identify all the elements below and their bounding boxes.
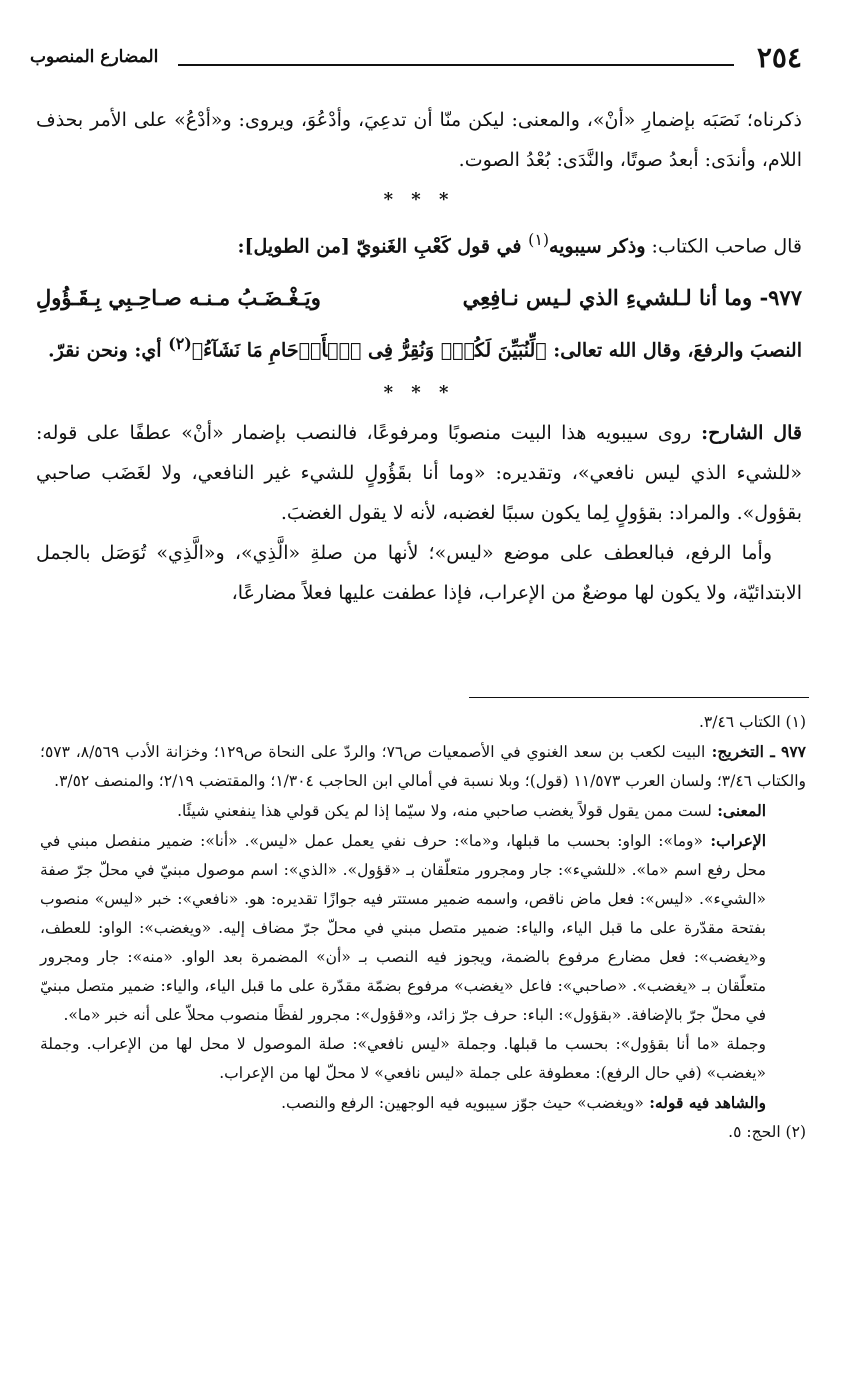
- paragraph-2: [36, 322, 802, 372]
- verse-second-hemistich: ويَـغْـضَـبُ مـنـه صـاحِـبِي بِـقَـؤُولِ: [36, 285, 321, 311]
- shahid-label: والشاهد فيه قوله:: [643, 1093, 766, 1112]
- irab-note: [40, 826, 806, 1030]
- page-header: [30, 38, 802, 78]
- jumal-note: وجملة «ما أنا بقؤول»: بحسب ما قبلها. وجملة «ليس نافعي»: صلة الموصول لا محل لها من الإعراب. وجملة «يغضب» (في حال الرفع): معطوفة على جملة «ليس نافعي» لا محلّ لها من الإعراب.: [40, 1035, 766, 1082]
- takhrij-text: البيت لكعب بن سعد الغنوي في الأصمعيات ص٧٦؛ والردّ على النحاة ص١٢٩؛ وخزانة الأدب ٨/٥٦٩، ٥٧٣؛ والكتاب ٣/٤٦؛ ولسان العرب ١١/٥٧٣ (قول)؛ وبلا نسبة في أمالي ابن الحاجب ١/٣٠٤؛ والمقتضب ٢/١٩؛ والمنصف ٣/٥٢.: [40, 743, 806, 790]
- page-number: ٢٥٤: [756, 41, 802, 74]
- main-text: [36, 100, 802, 613]
- paragraph-1: ذكرناه؛ نَصَبَه بإضمارِ «أنْ»، والمعنى: ليكن منّا أن تدعِيَ، وأدْعُوَ، ويروى: و«أدْعُ» على الأمر بحذف اللام، وأندَى: أبعدُ صوتًا، والنَّدَى: بُعْدُ الصوت.: [36, 109, 802, 171]
- meaning-label: المعنى:: [711, 801, 766, 820]
- running-title: المضارع المنصوب: [30, 47, 159, 67]
- paragraph-2-start: النصبَ والرفعَ، وقال الله تعالى:: [546, 339, 802, 362]
- header-rule: [178, 64, 734, 66]
- intro-bold: وذكر سيبويه: [549, 235, 646, 258]
- paragraph-3-text: روى سيبويه هذا البيت منصوبًا ومرفوعًا، فالنصب بإضمار «أنْ» عطفًا على قوله: «للشيء الذي ليس نافعي»، وتقديره: «وما أنا بقَؤُولٍ للشيء غير النافعي، ولا لغَضَب صاحبي بقؤول». والمراد: بقؤولٍ لِما يكون سببًا لغضبه، لأنه لا يقول الغضبَ.: [36, 421, 802, 524]
- footnote-ref-2[interactable]: (٢): [168, 334, 192, 354]
- shahid-text: «ويغضب» حيث جوّز سيبويه فيه الوجهين: الرفع والنصب.: [281, 1094, 644, 1112]
- intro-label: قال صاحب الكتاب:: [645, 235, 802, 258]
- irab-text: «وما»: الواو: بحسب ما قبلها، و«ما»: حرف نفي يعمل عمل «ليس». «أنا»: ضمير منفصل مبني في محل رفع اسم «ما». «للشيء»: جار ومجرور متعلّقان بـ «قؤول». «الذي»: اسم موصول مبنيّ في محلّ جرّ صفة «الشيء». «ليس»: فعل ماض ناقص، واسمه ضمير مستتر فيه جوازًا تقديره: هو. «نافعي»: خبر «ليس» منصوب بفتحة مقدّرة على ما قبل الياء، والياء: ضمير متصل مبني في محلّ جرّ مضاف إليه. «ويغضب»: الواو: للعطف، و«يغضب»: فعل مضارع مرفوع بالضمة، ويجوز فيه النصب بـ «أن» المضمرة بعد الواو. «منه»: جار ومجرور متعلّقان بـ «يغضب». «صاحبي»: فاعل «يغضب» مرفوع بضمّة مقدّرة على ما قبل الياء، والياء: ضمير متصل مبنيّ في محلّ جرّ بالإضافة. «بقؤول»: الباء: حرف جرّ زائد، و«قؤول»: مجرور لفظًا منصوب محلاّ على أنه خبر «ما».: [40, 832, 766, 1024]
- commentator-label: قال الشارح:: [691, 421, 802, 444]
- irab-label: الإعراب:: [703, 831, 767, 850]
- footnotes: [40, 708, 806, 1147]
- verse-first-hemistich: ٩٧٧- وما أنا لـلشيءِ الذي لـيس نـافِعِي: [462, 285, 802, 311]
- footnote-2: (٢) الحج: ٥.: [728, 1123, 806, 1141]
- paragraph-2-end: أي: ونحن نقرّ.: [48, 339, 169, 362]
- paragraph-4: وأما الرفع، فبالعطف على موضع «ليس»؛ لأنها من صلةِ «الَّذِي»، و«الَّذِي» تُوَصَل بالجمل الابتدائيّة، ولا يكون لها موضعٌ من الإعراب، فإذا عطفت عليها فعلاً مضارعًا،: [36, 541, 802, 604]
- footnote-rule: [469, 697, 809, 698]
- shahid-note: [40, 1088, 806, 1118]
- meaning-note: [40, 796, 806, 826]
- section-separator-2: * * *: [383, 381, 455, 403]
- quran-quote: ﴿لِّنُبَيِّنَ لَكُمْۚ وَنُقِرُّ فِى ٱلۡأَرۡحَامِ مَا نَشَآءُ﴾: [191, 339, 547, 362]
- footnote-1: (١) الكتاب ٣/٤٦.: [698, 713, 806, 731]
- takhrij-label: ٩٧٧ ـ التخريج:: [705, 742, 806, 761]
- takhrij-note: [40, 737, 806, 796]
- poetry-verse: [36, 274, 802, 322]
- intro-bold-2: في قول كَعْبِ الغَنويّ [من الطويل]:: [237, 235, 529, 258]
- meaning-text: لست ممن يقول قولاً يغضب صاحبي منه، ولا سيّما إذا لم يكن قولي هذا ينفعني شيئًا.: [177, 802, 712, 820]
- paragraph-3: [36, 413, 802, 533]
- author-intro: [36, 220, 802, 266]
- section-separator: * * *: [383, 189, 455, 210]
- footnote-ref-1[interactable]: (١): [528, 230, 550, 249]
